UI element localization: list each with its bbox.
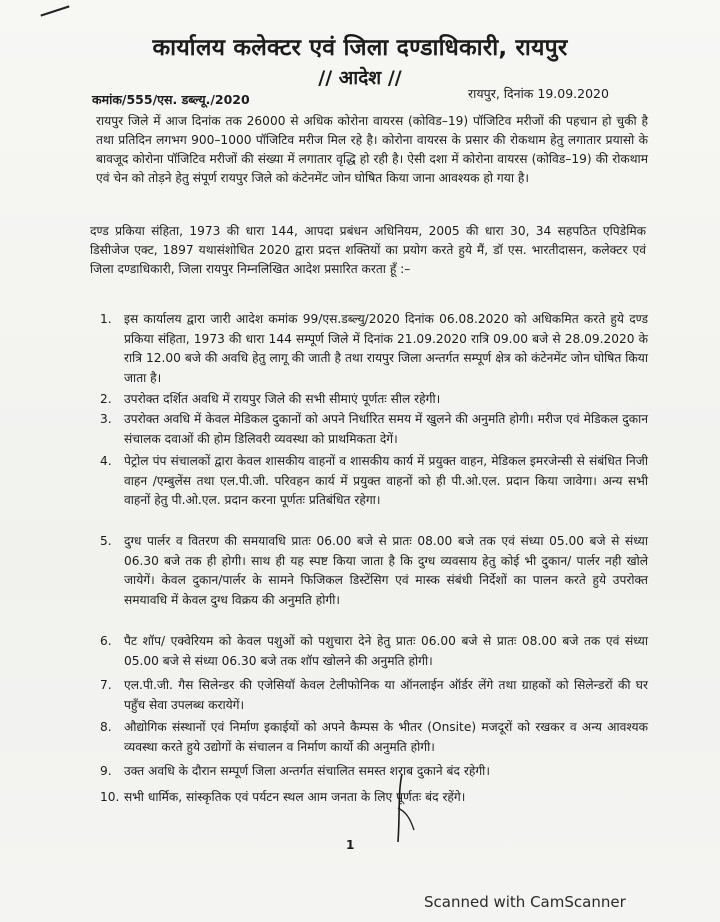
list-item-number: 5. <box>100 534 112 548</box>
order-heading: // आदेश // <box>318 67 402 89</box>
list-item-text: औद्योगिक संस्थानों एवं निर्माण इकाईयों को अपने कैम्पस के भीतर (Onsite) मजदूरों को रखकर व अन्य आवश्यक व्यवस्था करते हुये उद्योगों के संचालन व निर्माण कार्यो की अनुमति होगी। <box>124 720 648 754</box>
order-place-date: रायपुर, दिनांक 19.09.2020 <box>468 86 609 101</box>
list-item-number: 6. <box>100 634 112 648</box>
page-number: 1 <box>346 838 355 852</box>
list-item-text: सभी धार्मिक, सांस्कृतिक एवं पर्यटन स्थल आम जनता के लिए पूर्णतः बंद रहेंगे। <box>124 790 466 804</box>
list-item-text: उपरोक्त दर्शित अवधि में रायपुर जिले की सभी सीमाएं पूर्णतः सील रहेगी। <box>124 392 441 406</box>
list-item-text: पैट शॉप/ एक्वेरियम को केवल पशुओं को पशुचारा देने हेतु प्रातः 06.00 बजे से प्रातः 08.00 बजे तक एवं संध्या 05.00 बजे से संध्या 06.30 बजे तक शॉप खोलने की अनुमति होगी। <box>124 634 648 668</box>
list-item-text: उक्त अवधि के दौरान सम्पूर्ण जिला अन्तर्गत संचालित समस्त शराब दुकाने बंद रहेगी। <box>124 764 490 778</box>
list-item-text: इस कार्यालय द्वारा जारी आदेश कमांक 99/एस.डब्ल्यु/2020 दिनांक 06.08.2020 को अधिकमित करते हुये दण्ड प्रकिया संहिता, 1973 की धारा 144 सम्पूर्ण जिले में दिनांक 21.09.2020 रात्रि 09.00 बजे से 28.09.2020 के रात्रि 12.00 बजे की अवधि हेतु लागू की जाती है तथा रायपुर जिला अन्तर्गत सम्पूर्ण क्षेत्र को कंटेनमेंट जोन घोषित किया जाता है। <box>124 312 648 385</box>
list-item-number: 8. <box>100 720 112 734</box>
list-item-text: पेट्रोल पंप संचालकों द्वारा केवल शासकीय वाहनों व शासकीय कार्य में प्रयुक्त वाहन, मेडिकल इमरजेन्सी से संबंधित निजी वाहन /एम्बुलेंस तथा एल.पी.जी. परिवहन कार्य में प्रयुक्त वाहनों को ही पी.ओ.एल. प्रदान किया जावेगा। अन्य सभी वाहनों हेतु पी.ओ.एल. प्रदान करना पूर्णतः प्रतिबंधित रहेगा। <box>124 454 648 507</box>
list-item-number: 9. <box>100 764 112 778</box>
list-item-number: 4. <box>100 454 112 468</box>
authority-paragraph: दण्ड प्रकिया संहिता, 1973 की धारा 144, आपदा प्रबंधन अधिनियम, 2005 की धारा 30, 34 सहपठित एपिडेमिक डिसीजेज एक्ट, 1897 यथासंशोधित 2020 द्वारा प्रदत्त शक्तियों का प्रयोग करते हुये मैं, डॉ एस. भारतीदासन, कलेक्टर एवं जिला दण्डाधिकारी, जिला रायपुर निम्नलिखित आदेश प्रसारित करता हूँ :– <box>90 224 646 276</box>
scanner-watermark: Scanned with CamScanner <box>424 893 626 911</box>
list-item-number: 3. <box>100 412 112 426</box>
order-number: कमांक/555/एस. डब्ल्यू./2020 <box>92 92 250 107</box>
handwritten-mark <box>380 772 420 844</box>
list-item-number: 1. <box>100 312 112 326</box>
list-item-text: एल.पी.जी. गैस सिलेन्डर की एजेसियॉ केवल टेलीफोनिक या ऑनलाईन ऑर्डर लेंगे तथा ग्राहकों को सिलेन्डरों की घर पहुँच सेवा उपलब्ध करायेगें। <box>124 678 648 712</box>
list-item-number: 7. <box>100 678 112 692</box>
list-item-text: उपरोक्त अवधि में केवल मेडिकल दुकानों को अपने निर्धारित समय में खुलने की अनुमति होगी। मरीज एवं मेडिकल दुकान संचालक दवाओं की होम डिलिवरी व्यवस्था को प्राथमिकता देगें। <box>124 412 648 446</box>
pen-mark <box>40 5 69 16</box>
list-item-number: 2. <box>100 392 112 406</box>
list-item-text: दुग्ध पार्लर व वितरण की समयावधि प्रातः 06.00 बजे से प्रातः 08.00 बजे तक एवं संध्या 05.00 बजे से संध्या 06.30 बजे तक ही होगी। साथ ही यह स्पष्ट किया जाता है कि दुग्ध व्यवसाय हेतु कोई भी दुकान/ पार्लर नही खोले जायेगें। केवल दुकान/पार्लर के सामने फिजिकल डिस्टेंसिग एवं मास्क संबंधी निर्देशों का पालन करते हुये उपरोक्त समयावधि में केवल दुग्ध विक्रय की अनुमति होगी। <box>124 534 648 607</box>
list-item-number: 10. <box>100 790 120 804</box>
document-title: कार्यालय कलेक्टर एवं जिला दण्डाधिकारी, रायपुर <box>152 35 568 61</box>
intro-paragraph: रायपुर जिले में आज दिनांक तक 26000 से अधिक कोरोना वायरस (कोविड–19) पॉजिटिव मरीजों की पहचान हो चुकी है तथा प्रतिदिन लगभग 900–1000 पॉजिटिव मरीज मिल रहे है। कोरोना वायरस के प्रसार की रोकथाम हेतु लगातार प्रयासो के बावजूद कोरोना पॉजिटिव मरीजों की संख्या में लगातार वृद्धि हो रही है। ऐसी दशा में कोरोना वायरस (कोविड–19) की रोकथाम एवं चेन को तोड़ने हेतु संपूर्ण रायपुर जिले को कंटेनमेंट जोन घोषित किया जाना आवश्यक हो गया है। <box>96 114 648 185</box>
